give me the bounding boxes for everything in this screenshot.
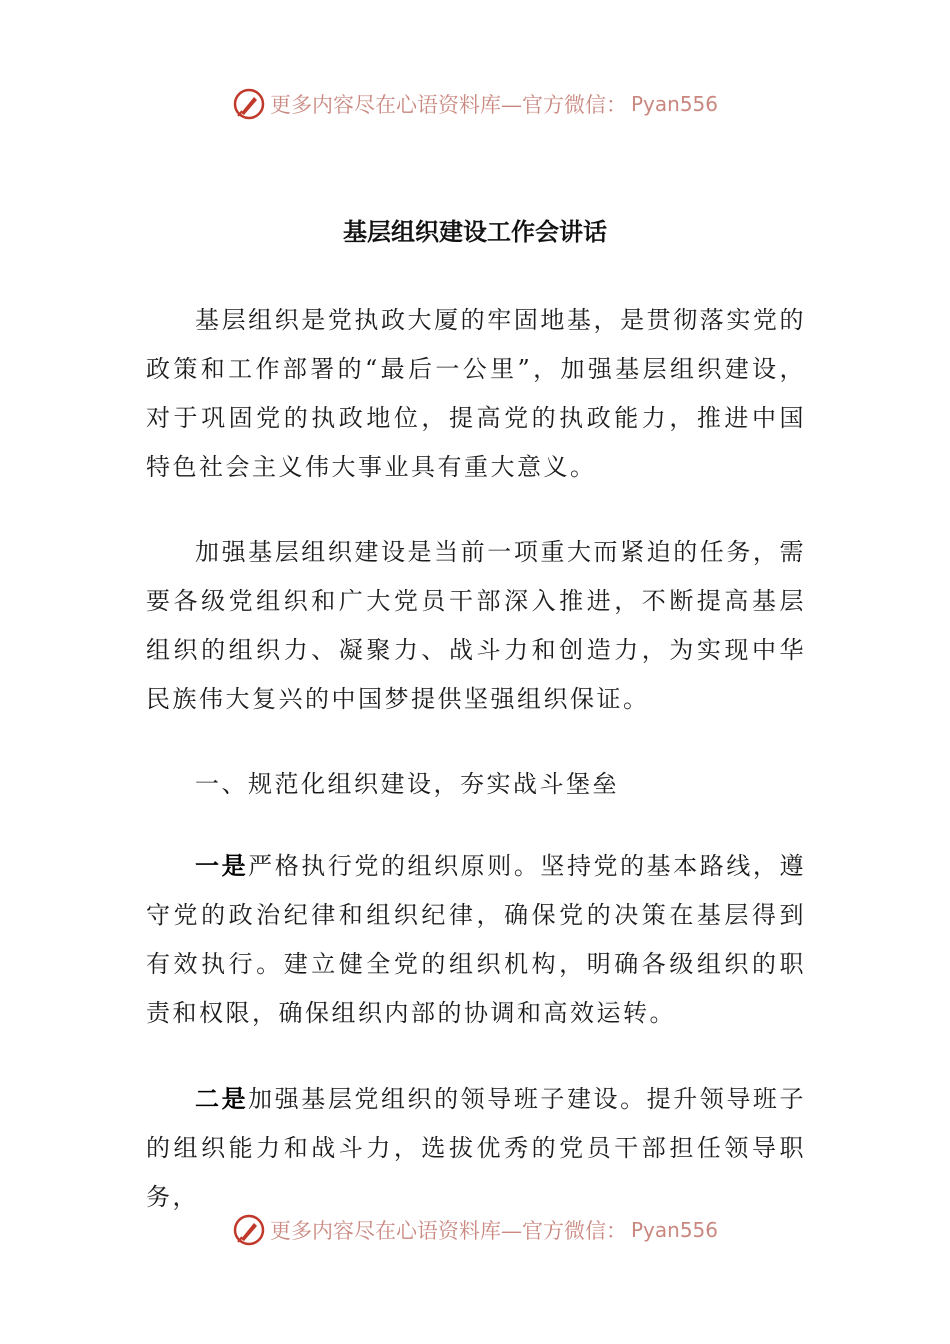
paragraph-lead: 二是 xyxy=(195,1084,249,1113)
watermark-text: 更多内容尽在心语资料库—官方微信： xyxy=(269,93,627,117)
pen-circle-logo-icon xyxy=(232,87,266,121)
paragraph-2: 加强基层组织建设是当前一项重大而紧迫的任务，需要各级党组织和广大党员干部深入推进，不断提高基层组织的组织力、凝聚力、战斗力和创造力，为实现中华民族伟大复兴的中国梦提供坚强组织保证。 xyxy=(146,538,806,713)
paragraph-lead: 一是 xyxy=(195,851,249,880)
document-title: 基层组织建设工作会讲话 xyxy=(343,217,607,246)
paragraph-text: 加强基层党组织的领导班子建设。提升领导班子的组织能力和战斗力，选拔优秀的党员干部担任领导职务， xyxy=(146,1085,807,1211)
watermark-wechat-id: Pyan556 xyxy=(630,1218,718,1242)
paragraph-text: 严格执行党的组织原则。坚持党的基本路线，遵守党的政治纪律和组织纪律，确保党的决策在基层得到有效执行。建立健全党的组织机构，明确各级组织的职责和权限，确保组织内部的协调和高效运转。 xyxy=(146,852,807,1027)
document-body xyxy=(146,296,806,1258)
section-heading-1: 一、规范化组织建设，夯实战斗堡垒 xyxy=(195,770,619,798)
watermark-wechat-id: Pyan556 xyxy=(630,92,718,116)
paragraph-1: 基层组织是党执政大厦的牢固地基，是贯彻落实党的政策和工作部署的“最后一公里”，加强基层组织建设，对于巩固党的执政地位，提高党的执政能力，推进中国特色社会主义伟大事业具有重大意义。 xyxy=(146,306,806,481)
pen-circle-logo-icon xyxy=(232,1213,266,1247)
watermark-banner-bottom xyxy=(0,1210,950,1250)
watermark-banner-top xyxy=(0,84,950,124)
watermark-text: 更多内容尽在心语资料库—官方微信： xyxy=(269,1219,627,1243)
paragraph-point-2 xyxy=(146,1074,806,1222)
paragraph-point-1 xyxy=(146,841,806,1038)
